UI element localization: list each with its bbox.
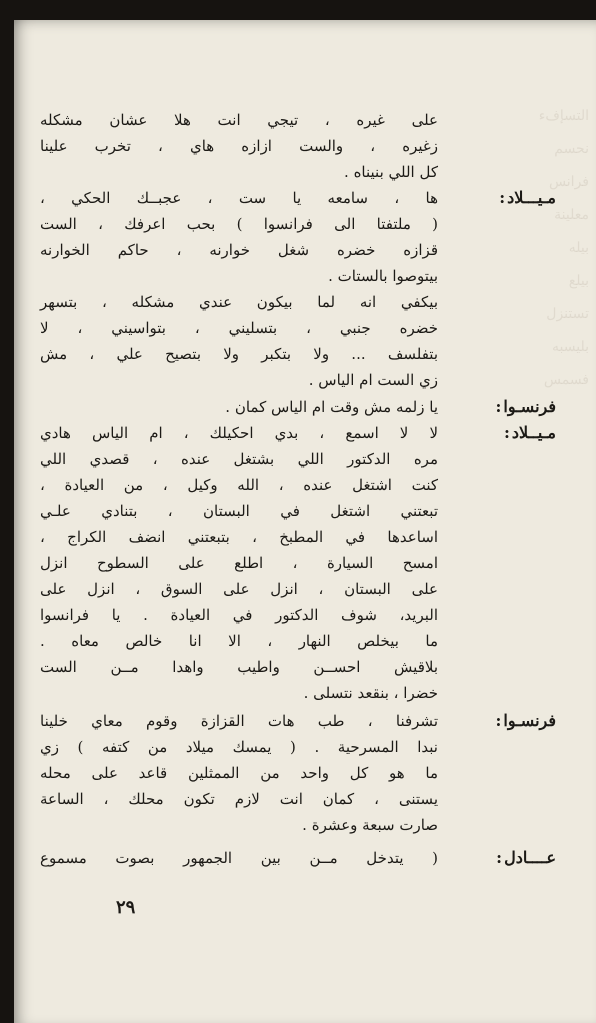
dialogue-line: زغيره ، والست ازازه هاي ، تخرب علينا — [40, 137, 438, 155]
dialogue-line: ما هو كل واحد من الممثلين قاعد على محله — [40, 764, 438, 782]
dialogue-lines — [40, 708, 438, 838]
dialogue-line: ( ملتفتا الى فرانسوا ) بحب اعرفك ، الست — [40, 215, 438, 233]
dialogue-lines — [40, 845, 438, 871]
dialogue-line: كل اللي بنيناه . — [344, 163, 438, 181]
dialogue-line: تبعتني اشتغل في البستان ، بتنادي علـي — [40, 502, 438, 520]
dialogue-line: ( يتدخل مــن بين الجمهور بصوت مسموع — [40, 849, 438, 867]
dialogue-line: بيتوصوا بالستات . — [328, 267, 438, 285]
dialogue-line: يستنى ، كمان انت لازم تكون محلك ، الساعة — [40, 790, 438, 808]
dialogue-line: مره الدكتور اللي بشتغل عنده ، قصدي اللي — [40, 450, 438, 468]
dialogue-line: صارت سبعة وعشرة . — [302, 816, 438, 834]
dialogue-line: ما بيخلص النهار ، الا انا خالص معاه . — [40, 632, 438, 650]
speaker-name: مـيــلاد : — [503, 423, 556, 442]
dialogue-line: بيكفي انه لما بيكون عندي مشكله ، بتسهر — [40, 293, 438, 311]
dialogue-line: على غيره ، تيجي انت هلا عشان مشكله — [40, 111, 438, 129]
dialogue-line: زي الست ام الياس . — [308, 371, 438, 389]
book-page — [14, 20, 596, 1023]
dialogue-line: يا زلمه مش وقت ام الياس كمان . — [225, 398, 438, 416]
dialogue-line: اساعدها في المطبخ ، بتبعتني انضف الكراج ، — [40, 528, 438, 546]
dialogue-line: ها ، سامعه يا ست ، عجبــك الحكي ، — [40, 189, 438, 207]
speaker-name: مـيـــلاد : — [499, 188, 556, 207]
dialogue-lines — [40, 420, 438, 706]
dialogue-line: امسح السيارة ، اطلع على السطوح انزل — [40, 554, 438, 572]
page-number: ٢٩ — [116, 897, 136, 918]
dialogue-lines — [40, 107, 438, 185]
dialogue-line: كنت اشتغل عنده ، الله وكيل ، من العيادة ، — [40, 476, 438, 494]
speaker-name: فرنسـوا : — [495, 397, 556, 416]
speaker-name: فرنسـوا : — [495, 711, 556, 730]
dialogue-line: قزازه خضره شغل خوارنه ، حاكم الخوارنه — [40, 241, 438, 259]
dialogue-line: على البستان ، انزل على السوق ، انزل على — [40, 580, 438, 598]
dialogue-lines — [40, 185, 438, 393]
dialogue-line: بلاقيش احســن واطيب واهدا مــن الست — [40, 658, 438, 676]
dialogue-line: لا لا اسمع ، بدي احكيلك ، ام الياس هادي — [40, 424, 438, 442]
bleed-through-text: التسإفء نحسم فرانس معلينة بيله بيلع تستنزل بليسبه فسمس — [538, 108, 589, 388]
dialogue-line: بتفلسف ... ولا بتكبر ولا بتصيح علي ، مش — [40, 345, 438, 363]
dialogue-line: البريد، شوف الدكتور في العيادة . يا فرانسوا — [40, 606, 438, 624]
dialogue-line: تشرفنا ، طب هات القزازة وقوم معاي خلينا — [40, 712, 438, 730]
dialogue-lines — [40, 394, 438, 420]
speaker-name: عــــادل : — [496, 848, 556, 867]
dialogue-line: خضره جنبي ، بتسليني ، بتواسيني ، لا — [40, 319, 438, 337]
dialogue-line: نبدا المسرحية . ( يمسك ميلاد من كتفه ) زي — [40, 738, 438, 756]
script-text — [14, 20, 596, 1023]
dialogue-line: خضرا ، بنقعد نتسلى . — [303, 684, 438, 702]
